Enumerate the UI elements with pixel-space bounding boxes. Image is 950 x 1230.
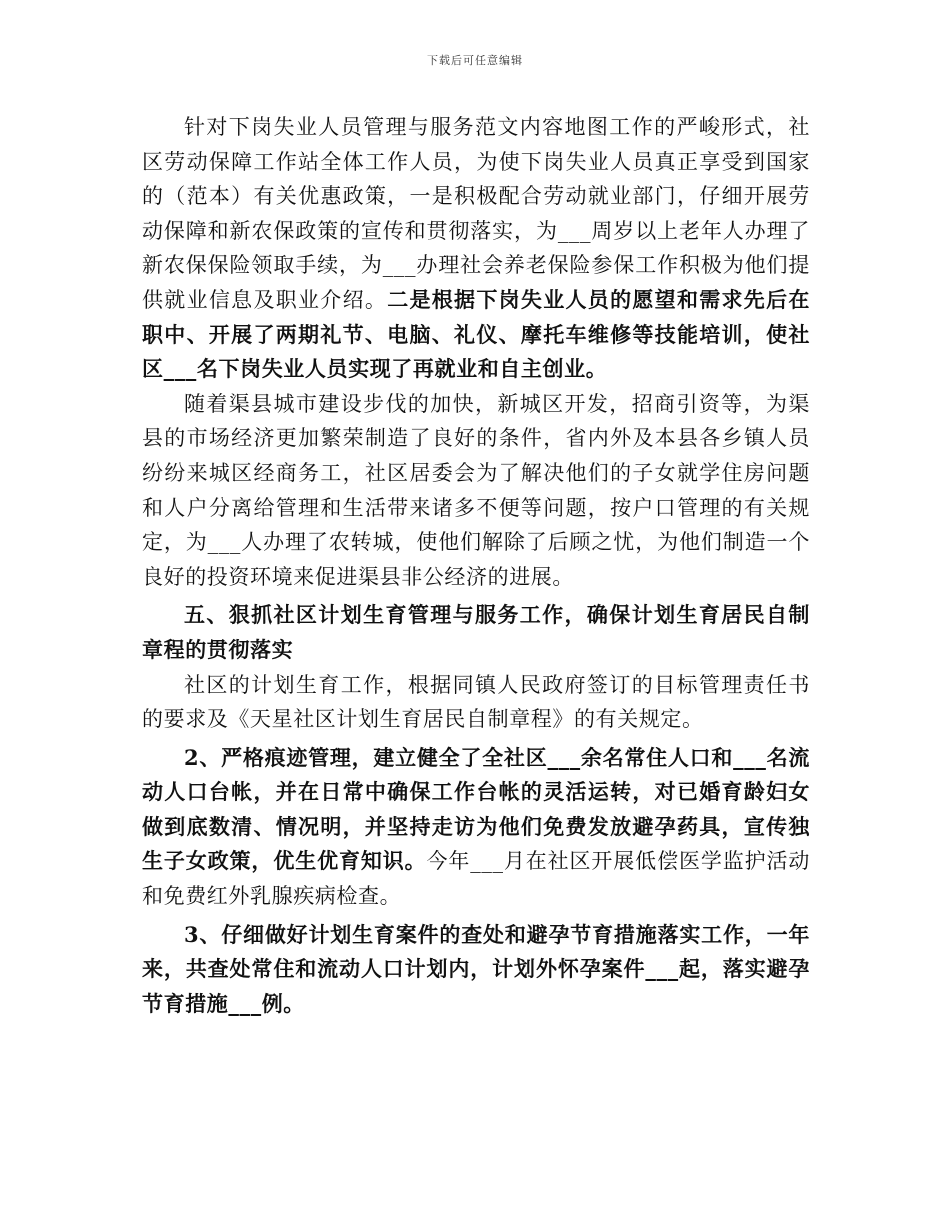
- heading-text: 五、狠抓社区计划生育管理与服务工作，确保计划生育居民自制章程的贯彻落实: [142, 602, 810, 662]
- section-heading-family-planning: [142, 598, 810, 667]
- paragraph-text: 今年___月在社区开展低偿医学监护活动和免费红外乳腺疾病检查。: [142, 849, 810, 909]
- paragraph-family-planning-intro: [142, 668, 810, 737]
- paragraph-urban-development: [142, 387, 810, 595]
- paragraph-bold-text: 二是根据下岗失业人员的愿望和需求先后在职中、开展了两期礼节、电脑、礼仪、摩托车维修等技能培训，使社区___名下岗失业人员实现了再就业和自主创业。: [142, 286, 810, 382]
- paragraph-unemployed-services: [142, 110, 810, 387]
- paragraph-text: 随着渠县城市建设步伐的加快，新城区开发，招商引资等，为渠县的市场经济更加繁荣制造了良好的条件，省内外及本县各乡镇人员纷纷来城区经商务工，社区居委会为了解决他们的子女就学住房问题和人户分离给管理和生活带来诸多不便等问题，按户口管理的有关规定，为___人办理了农转城，使他们解除了后顾之忧，为他们制造一个良好的投资环境来促进渠县非公经济的进展。: [142, 391, 810, 589]
- paragraph-bold-text: 2、严格痕迹管理，建立健全了全社区___余名常住人口和___名流动人口台帐，并在日常中确保工作台帐的灵活运转，对已婚育龄妇女做到底数清、情况明，并坚持走访为他们免费发放避孕药具，宣传独生子女政策，优生优育知识。: [142, 744, 810, 874]
- paragraph-text: 社区的计划生育工作，根据同镇人民政府签订的目标管理责任书的要求及《天星社区计划生育居民自制章程》的有关规定。: [142, 672, 810, 732]
- paragraph-item-3: [142, 918, 810, 1022]
- page-header: 下载后可任意编辑: [427, 54, 523, 67]
- paragraph-bold-text: 3、仔细做好计划生育案件的查处和避孕节育措施落实工作，一年来，共查处常住和流动人口计划内，计划外怀孕案件___起，落实避孕节育措施___例。: [142, 921, 810, 1016]
- document-body: [142, 110, 810, 1021]
- paragraph-text: 针对下岗失业人员管理与服务范文内容地图工作的严峻形式，社区劳动保障工作站全体工作人员，为使下岗失业人员真正享受到国家的（范本）有关优惠政策，一是积极配合劳动就业部门，仔细开展劳动保障和新农保政策的宣传和贯彻落实，为___周岁以上老年人办理了新农保保险领取手续，为___办理社会养老保险参保工作积极为他们提供就业信息及职业介绍。: [142, 115, 810, 312]
- paragraph-item-2: [142, 741, 810, 914]
